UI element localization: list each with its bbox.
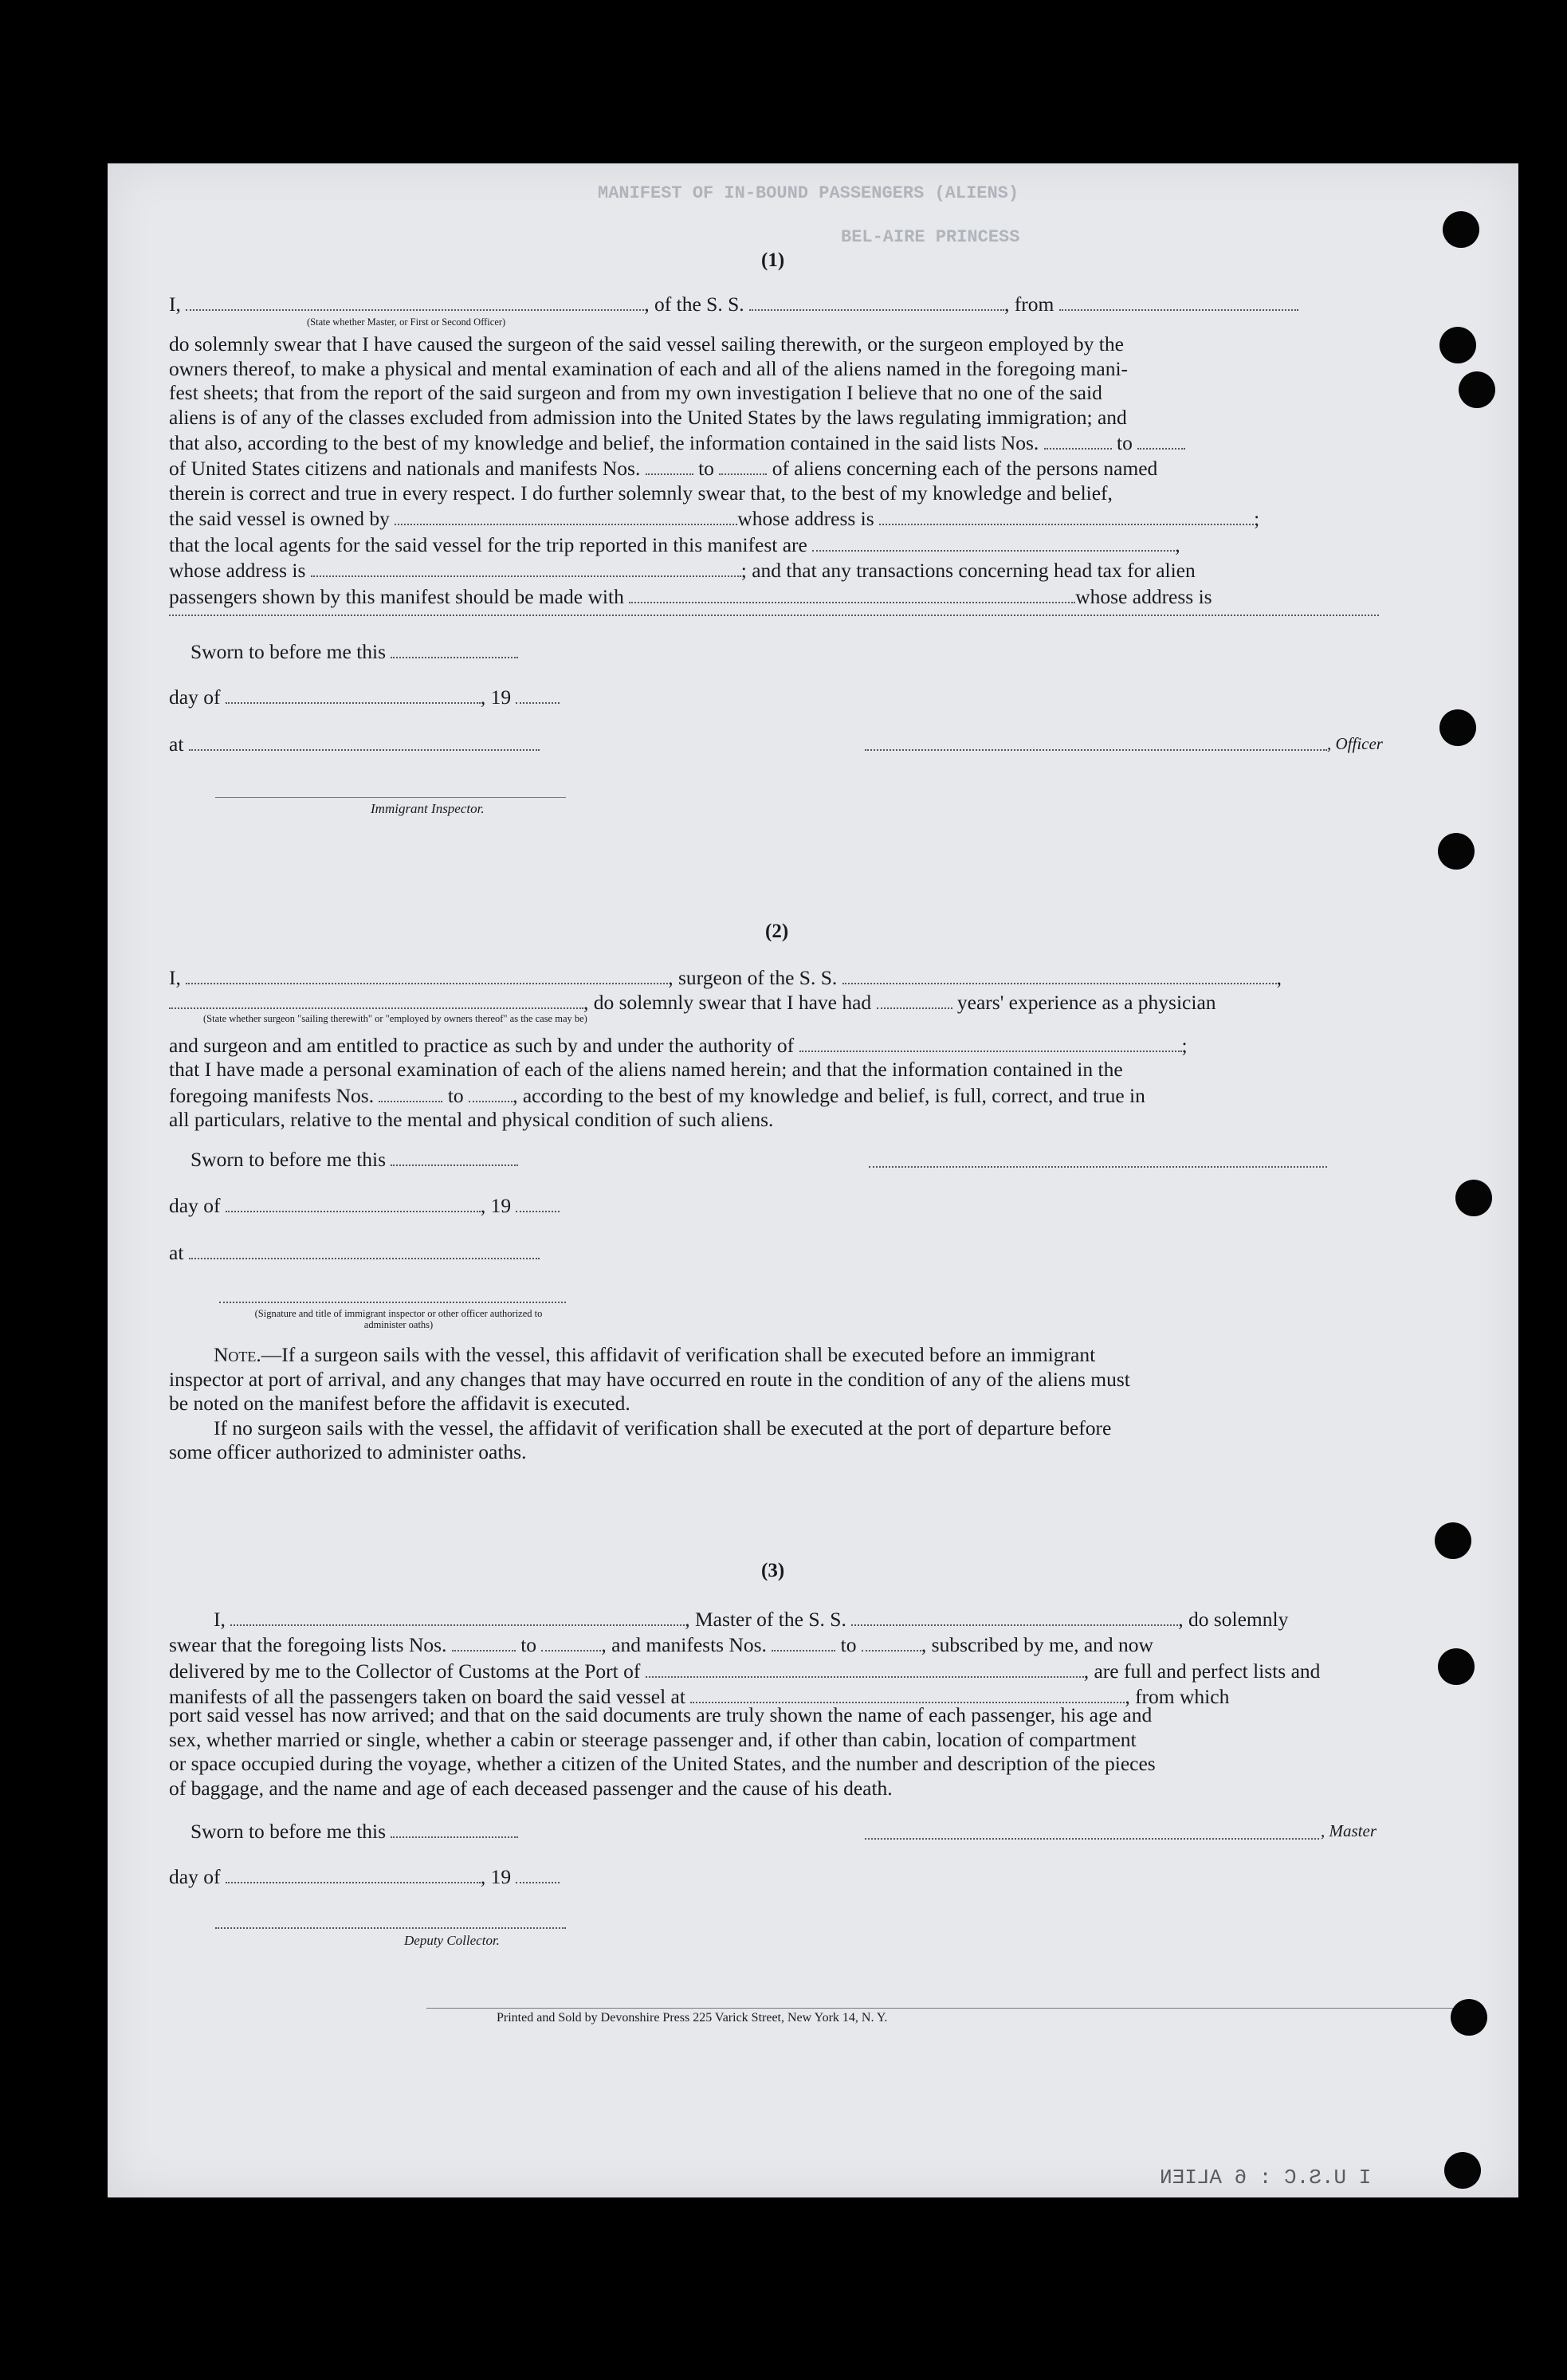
s3-text: manifests of all the passengers taken on board the said vessel at	[169, 1685, 685, 1709]
day-of-label: day of	[169, 685, 221, 709]
s1-line: do solemnly swear that I have caused the surgeon of the said vessel sailing therewith, or the surgeon employed by the	[169, 332, 1124, 355]
authority-blank[interactable]	[799, 1032, 1182, 1052]
bleed-header-title: MANIFEST OF IN-BOUND PASSENGERS (ALIENS)	[598, 183, 1019, 203]
day-of-blank[interactable]	[226, 1192, 481, 1212]
day-of-label: day of	[169, 1193, 221, 1217]
s2-line: that I have made a personal examination of each of the aliens named herein; and that the information contained in the	[169, 1058, 1123, 1082]
s3-text: delivered by me to the Collector of Customs at the Port of	[169, 1659, 641, 1683]
section-3-body-rest	[169, 1703, 1379, 1801]
s1-line: therein is correct and true in every respect. I do further solemnly swear that, to the best of my knowledge and belief,	[169, 481, 1113, 505]
label-years-exp: years' experience as a physician	[956, 990, 1216, 1014]
printer-line: Printed and Sold by Devonshire Press 225 Varick Street, New York 14, N. Y.	[497, 2011, 888, 2025]
binder-hole	[1438, 1648, 1475, 1685]
owner-blank[interactable]	[395, 505, 737, 525]
lists-from-blank[interactable]	[1044, 430, 1112, 450]
years-blank[interactable]	[877, 989, 952, 1009]
s3-lists-from-blank[interactable]	[452, 1632, 516, 1651]
year-blank[interactable]	[516, 1864, 560, 1883]
s3-text: , are full and perfect lists and	[1083, 1659, 1321, 1683]
at-label: at	[169, 1240, 184, 1264]
binder-hole	[1438, 833, 1475, 870]
surgeon-type-blank[interactable]	[169, 989, 583, 1009]
label-to: to	[1117, 430, 1133, 454]
label-of-ss: , of the S. S.	[644, 292, 744, 316]
s2-at	[169, 1239, 540, 1265]
s3-text: , and manifests Nos.	[601, 1633, 767, 1657]
s3-sworn	[190, 1818, 518, 1844]
s1-line-lists	[169, 430, 1379, 455]
s3-line: port said vessel has now arrived; and that on the said documents are truly shown the name of each passenger, his age and	[169, 1703, 1153, 1726]
deputy-signature-line[interactable]	[215, 1927, 566, 1929]
s1-line-manifests	[169, 455, 1379, 481]
s3-text: , from which	[1125, 1685, 1230, 1709]
s2-line-text: , according to the best of my knowledge and belief, is full, correct, and true in	[513, 1083, 1145, 1107]
sworn-label: Sworn to before me this	[190, 1819, 387, 1843]
s3-line: of baggage, and the name and age of each deceased passenger and the cause of his death.	[169, 1776, 893, 1800]
master-name-blank[interactable]	[230, 1606, 685, 1626]
at-label: at	[169, 732, 184, 756]
s2-line-nos	[169, 1082, 1379, 1108]
s1-line-text: that the local agents for the said vessel for the trip reported in this manifest are	[169, 532, 807, 556]
binder-hole	[1435, 1522, 1471, 1559]
address-continuation-blank[interactable]	[169, 615, 1379, 616]
binder-hole	[1439, 709, 1476, 746]
s1-line-text: of United States citizens and nationals and manifests Nos.	[169, 457, 641, 481]
footer-rule	[426, 2008, 1483, 2009]
binder-hole	[1455, 1180, 1492, 1216]
surgeon-signature-blank[interactable]	[869, 1166, 1327, 1168]
manifests-from-blank[interactable]	[646, 455, 693, 475]
s2-line-text: foregoing manifests Nos.	[169, 1083, 375, 1107]
agents-blank[interactable]	[812, 532, 1175, 552]
officer-signature-blank[interactable]	[865, 749, 1327, 751]
s2-sworn	[190, 1146, 518, 1172]
s1-line-text: whose address is	[737, 507, 874, 531]
surgeon-vessel-blank[interactable]	[842, 964, 1277, 984]
s1-line-text: ; and that any transactions concerning head tax for alien	[740, 559, 1196, 583]
s3-lists-to-blank[interactable]	[541, 1632, 601, 1651]
label-I: I,	[214, 1607, 226, 1631]
label-to: to	[520, 1633, 537, 1657]
s1-line-owned: the said vessel is owned by whose address is ;	[169, 507, 1260, 531]
s1-line-text: passengers shown by this manifest should be made with	[169, 584, 624, 608]
s1-line-text: of aliens concerning each of the persons named	[772, 457, 1158, 481]
s2-day-of	[169, 1192, 560, 1218]
vessel-name-blank[interactable]	[749, 291, 1004, 311]
note-label: Note.	[214, 1343, 261, 1366]
section-2-first-line: I, , surgeon of the S. S. ,	[169, 965, 1282, 989]
label-I: I,	[169, 965, 181, 989]
note-block	[169, 1343, 1379, 1465]
binder-hole	[1443, 211, 1479, 248]
s3-line-master	[169, 1606, 1379, 1632]
from-port-blank[interactable]	[1059, 291, 1298, 311]
manifest-page	[108, 163, 1518, 2197]
inspector-caption: Immigrant Inspector.	[371, 801, 485, 816]
surgeon-name-blank[interactable]	[186, 964, 668, 984]
section-1-body	[169, 332, 1379, 609]
lists-to-blank[interactable]	[1137, 430, 1185, 450]
s2-line-text: and surgeon and am entitled to practice as such by and under the authority of	[169, 1033, 795, 1057]
officer-label: , Officer	[1327, 734, 1383, 753]
day-of-blank[interactable]	[226, 684, 481, 704]
label-master-of: , Master of the S. S.	[685, 1607, 846, 1631]
section-3-number: (3)	[761, 1560, 785, 1581]
s2-manifest-to-blank[interactable]	[469, 1082, 513, 1102]
officer-caption: (State whether Master, or First or Second Officer)	[307, 316, 506, 328]
section-2-second-line	[169, 989, 1379, 1015]
note-text: —If a surgeon sails with the vessel, this affidavit of verification shall be executed before an immigrant	[261, 1343, 1096, 1366]
s3-line: sex, whether married or single, whether a cabin or steerage passenger and, if other than cabin, location of compartment	[169, 1727, 1137, 1751]
master-label: , Master	[1321, 1821, 1377, 1840]
s3-manifest-to-blank[interactable]	[862, 1632, 921, 1651]
s1-line-text: whose address is	[169, 559, 306, 583]
s2-line: all particulars, relative to the mental and physical condition of such aliens.	[169, 1108, 774, 1132]
label-from: , from	[1004, 292, 1054, 316]
s1-line: owners thereof, to make a physical and mental examination of each and all of the aliens named in the foregoing mani-	[169, 356, 1129, 380]
year-label: , 19	[480, 1864, 512, 1888]
s1-line-text: whose address is	[1075, 584, 1212, 608]
s1-line: aliens is of any of the classes excluded from admission into the United States by the laws regulating immigration; and	[169, 405, 1127, 429]
year-label: , 19	[480, 685, 512, 709]
section-2-body	[169, 1032, 1379, 1133]
binder-hole	[1459, 371, 1495, 408]
deputy-caption: Deputy Collector.	[404, 1933, 500, 1948]
s1-line: fest sheets; that from the report of the said surgeon and from my own investigation I believe that no one of the said	[169, 381, 1102, 404]
s1-day-of	[169, 684, 560, 709]
s2-line-authority: and surgeon and am entitled to practice as such by and under the authority of ;	[169, 1033, 1188, 1057]
inspector-signature-line[interactable]	[219, 1302, 566, 1303]
sworn-label: Sworn to before me this	[190, 1147, 387, 1171]
section-2-number: (2)	[765, 921, 789, 942]
binder-hole	[1451, 1999, 1487, 2036]
sworn-label: Sworn to before me this	[190, 639, 387, 663]
note-line: inspector at port of arrival, and any changes that may have occurred en route in the condition of any of the aliens must	[169, 1367, 1130, 1391]
s1-at	[169, 731, 540, 756]
bleed-footer-mirror: I U.S.C : 6 ALIEN	[1160, 2166, 1372, 2190]
surgeon-caption: (State whether surgeon "sailing therewith" or "employed by owners thereof" as the case may be)	[203, 1013, 587, 1024]
binder-hole	[1444, 2152, 1481, 2189]
master-vessel-blank[interactable]	[851, 1606, 1178, 1626]
s1-line-passengers	[169, 583, 1379, 609]
year-blank[interactable]	[516, 684, 560, 704]
note-line	[169, 1343, 1379, 1368]
boarding-port-blank[interactable]	[690, 1683, 1125, 1703]
bleed-header-vessel: BEL-AIRE PRINCESS	[841, 227, 1020, 247]
year-label: , 19	[480, 1193, 512, 1217]
label-to: to	[447, 1083, 464, 1107]
note-line: be noted on the manifest before the affidavit is executed.	[169, 1392, 630, 1415]
owner-address-blank[interactable]	[879, 505, 1254, 525]
day-of-label: day of	[169, 1864, 221, 1888]
inspector-signature-line[interactable]	[215, 797, 566, 798]
note-line: some officer authorized to administer oaths.	[169, 1440, 527, 1463]
s1-line-text: that also, according to the best of my knowledge and belief, the information contained in the said lists Nos.	[169, 430, 1039, 454]
section-1-number: (1)	[761, 249, 785, 271]
at-blank[interactable]	[189, 1239, 540, 1259]
s3-manifest-from-blank[interactable]	[772, 1632, 835, 1651]
s3-line-port	[169, 1658, 1379, 1683]
sworn-day-blank[interactable]	[391, 1818, 518, 1838]
binder-hole	[1439, 327, 1476, 363]
s1-line-agents: that the local agents for the said vessel for the trip reported in this manifest are ,	[169, 532, 1180, 556]
day-of-blank[interactable]	[226, 1864, 481, 1883]
section-1-first-line	[169, 291, 1379, 316]
signature-caption: (Signature and title of immigrant inspector or other officer authorized to administer oaths)	[254, 1308, 543, 1330]
s3-text: swear that the foregoing lists Nos.	[169, 1633, 447, 1657]
s3-text: , subscribed by me, and now	[921, 1633, 1153, 1657]
officer-blank[interactable]	[186, 291, 644, 311]
label-to: to	[840, 1633, 857, 1657]
year-blank[interactable]	[516, 1192, 560, 1212]
s1-sworn	[190, 638, 518, 664]
sworn-day-blank[interactable]	[391, 638, 518, 658]
note-line: If no surgeon sails with the vessel, the affidavit of verification shall be executed at the port of departure before	[214, 1416, 1112, 1439]
manifests-to-blank[interactable]	[719, 455, 767, 475]
label-to: to	[698, 457, 714, 481]
s1-line-text: the said vessel is owned by	[169, 507, 390, 531]
s3-line-lists	[169, 1632, 1379, 1657]
s3-line: or space occupied during the voyage, whether a citizen of the United States, and the number and description of the pieces	[169, 1752, 1156, 1775]
s2-manifest-from-blank[interactable]	[379, 1082, 442, 1102]
label-surgeon-of: , surgeon of the S. S.	[668, 965, 838, 989]
master-signature-blank[interactable]	[865, 1838, 1319, 1840]
label-swear-had: , do solemnly swear that I have had	[583, 990, 872, 1014]
agent-address-blank[interactable]	[311, 557, 741, 577]
port-blank[interactable]	[646, 1658, 1084, 1678]
head-tax-blank[interactable]	[629, 583, 1075, 603]
s3-day-of	[169, 1864, 560, 1889]
sworn-day-blank[interactable]	[391, 1146, 518, 1166]
label-I: I,	[169, 292, 181, 316]
s1-line-address	[169, 557, 1379, 583]
section-3-body	[169, 1606, 1379, 1710]
at-blank[interactable]	[189, 731, 540, 751]
s3-text: , do solemnly	[1178, 1607, 1289, 1631]
